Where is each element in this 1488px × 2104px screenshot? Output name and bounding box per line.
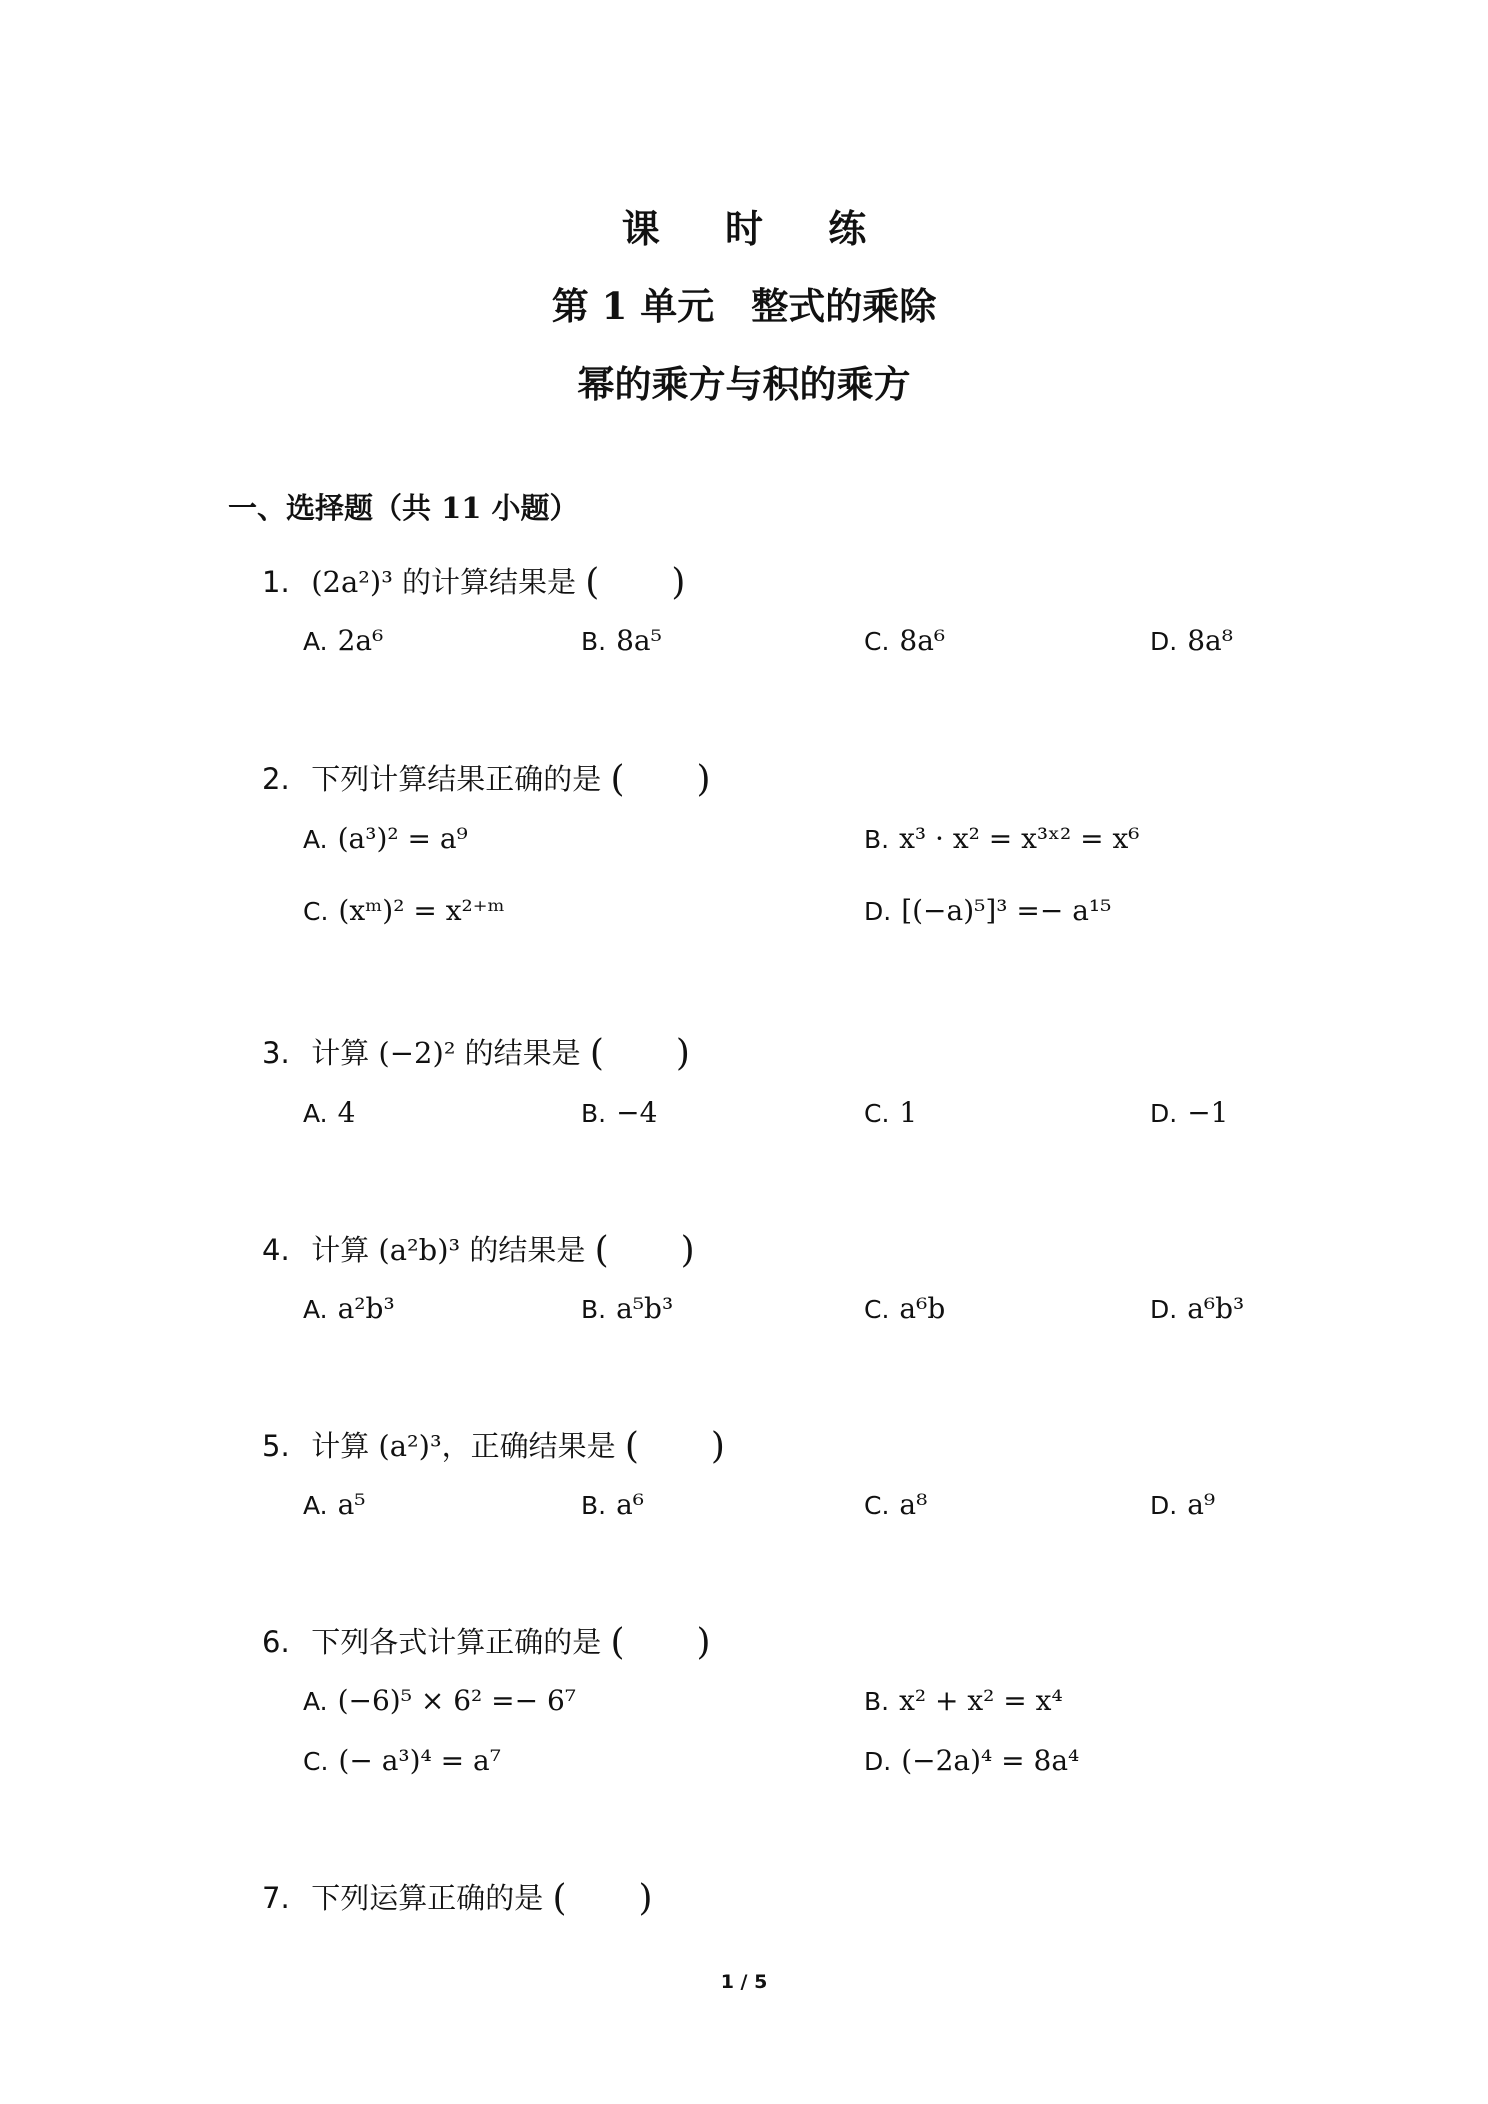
option-a[interactable]	[303, 1488, 366, 1521]
option-label: A.	[303, 1687, 328, 1716]
question-stem: 下列计算结果正确的是	[311, 762, 602, 796]
question-number: 7.	[262, 1881, 290, 1915]
question-number: 5.	[262, 1429, 290, 1463]
option-text: 8a⁵	[616, 624, 662, 657]
option-label: B.	[864, 825, 890, 854]
option-d[interactable]	[1150, 1096, 1228, 1129]
option-text: a⁵b³	[616, 1292, 674, 1325]
question-stem: 下列各式计算正确的是	[311, 1625, 602, 1659]
option-d[interactable]	[864, 1744, 1079, 1777]
option-b[interactable]	[581, 1292, 673, 1325]
option-label: C.	[864, 1295, 890, 1324]
option-label: A.	[303, 1295, 328, 1324]
option-d[interactable]	[864, 894, 1111, 927]
section-heading: 一、选择题（共 11 小题）	[228, 491, 579, 525]
question-stem: (2a²)³ 的计算结果是	[311, 565, 577, 599]
question-7	[262, 1870, 653, 1921]
option-text: (−2a)⁴ = 8a⁴	[901, 1744, 1080, 1777]
answer-blank[interactable]: ( )	[589, 1033, 690, 1074]
option-text: (− a³)⁴ = a⁷	[338, 1744, 501, 1777]
option-c[interactable]	[303, 894, 505, 927]
option-text: (a³)² = a⁹	[337, 822, 468, 855]
question-number: 2.	[262, 762, 290, 796]
question-number: 4.	[262, 1233, 290, 1267]
option-text: a⁸	[899, 1488, 928, 1521]
option-label: C.	[864, 1099, 890, 1128]
option-text: a⁶	[616, 1488, 645, 1521]
option-text: [(−a)⁵]³ =− a¹⁵	[901, 894, 1112, 927]
option-label: D.	[1150, 1295, 1178, 1324]
option-d[interactable]	[1150, 1488, 1215, 1521]
option-text: 1	[899, 1096, 918, 1129]
question-number: 1.	[262, 565, 290, 599]
option-label: C.	[864, 1491, 890, 1520]
option-label: D.	[864, 897, 892, 926]
option-text: x² + x² = x⁴	[899, 1684, 1063, 1717]
option-text: a⁶b³	[1187, 1292, 1245, 1325]
option-text: 8a⁸	[1187, 624, 1233, 657]
option-text: (xᵐ)² = x²⁺ᵐ	[338, 894, 505, 927]
question-stem: 计算 (a²b)³ 的结果是	[311, 1233, 586, 1267]
option-b[interactable]	[581, 1488, 644, 1521]
option-b[interactable]	[581, 624, 662, 657]
lesson-title: 幂的乘方与积的乘方	[577, 362, 911, 406]
question-4	[262, 1222, 695, 1273]
question-stem: 下列运算正确的是	[311, 1881, 544, 1915]
option-label: D.	[1150, 1099, 1178, 1128]
option-label: A.	[303, 1491, 328, 1520]
option-text: x³ · x² = x³ˣ² = x⁶	[899, 822, 1140, 855]
option-label: B.	[581, 1491, 607, 1520]
option-label: D.	[1150, 1491, 1178, 1520]
option-d[interactable]	[1150, 1292, 1244, 1325]
page-title: 课 时 练	[621, 206, 893, 251]
option-label: A.	[303, 825, 328, 854]
option-a[interactable]	[303, 1096, 355, 1129]
option-d[interactable]	[1150, 624, 1233, 657]
option-c[interactable]	[864, 1096, 917, 1129]
option-a[interactable]	[303, 822, 468, 855]
option-a[interactable]	[303, 624, 383, 657]
option-text: 4	[337, 1096, 356, 1129]
answer-blank[interactable]: ( )	[610, 1622, 711, 1663]
option-c[interactable]	[864, 1292, 945, 1325]
option-c[interactable]	[864, 624, 945, 657]
option-label: B.	[581, 627, 607, 656]
question-3	[262, 1025, 690, 1076]
option-a[interactable]	[303, 1684, 576, 1717]
page-number: 1 / 5	[720, 1971, 768, 1993]
option-label: C.	[303, 1747, 329, 1776]
option-text: −4	[616, 1096, 658, 1129]
answer-blank[interactable]: ( )	[552, 1878, 653, 1919]
option-label: D.	[1150, 627, 1178, 656]
question-1	[262, 554, 685, 605]
answer-blank[interactable]: ( )	[594, 1230, 695, 1271]
question-stem: 计算 (−2)² 的结果是	[311, 1036, 581, 1070]
question-number: 3.	[262, 1036, 290, 1070]
option-text: −1	[1187, 1096, 1229, 1129]
question-6	[262, 1614, 711, 1665]
option-b[interactable]	[864, 822, 1140, 855]
option-label: A.	[303, 1099, 328, 1128]
option-text: 2a⁶	[337, 624, 384, 657]
option-label: D.	[864, 1747, 892, 1776]
option-c[interactable]	[303, 1744, 501, 1777]
option-b[interactable]	[581, 1096, 657, 1129]
option-a[interactable]	[303, 1292, 395, 1325]
question-stem: 计算 (a²)³，正确结果是	[311, 1429, 616, 1463]
option-c[interactable]	[864, 1488, 927, 1521]
answer-blank[interactable]: ( )	[585, 562, 686, 603]
option-text: a⁶b	[899, 1292, 946, 1325]
question-number: 6.	[262, 1625, 290, 1659]
question-5	[262, 1418, 725, 1469]
option-label: B.	[581, 1295, 607, 1324]
option-label: C.	[864, 627, 890, 656]
option-label: B.	[581, 1099, 607, 1128]
answer-blank[interactable]: ( )	[624, 1426, 725, 1467]
option-label: C.	[303, 897, 329, 926]
option-text: a⁹	[1187, 1488, 1216, 1521]
option-text: a²b³	[337, 1292, 395, 1325]
question-2	[262, 751, 711, 802]
option-text: a⁵	[337, 1488, 366, 1521]
unit-title: 第 1 单元 整式的乘除	[551, 284, 937, 328]
answer-blank[interactable]: ( )	[610, 759, 711, 800]
option-b[interactable]	[864, 1684, 1063, 1717]
option-label: A.	[303, 627, 328, 656]
option-label: B.	[864, 1687, 890, 1716]
option-text: 8a⁶	[899, 624, 946, 657]
option-text: (−6)⁵ × 6² =− 6⁷	[337, 1684, 577, 1717]
